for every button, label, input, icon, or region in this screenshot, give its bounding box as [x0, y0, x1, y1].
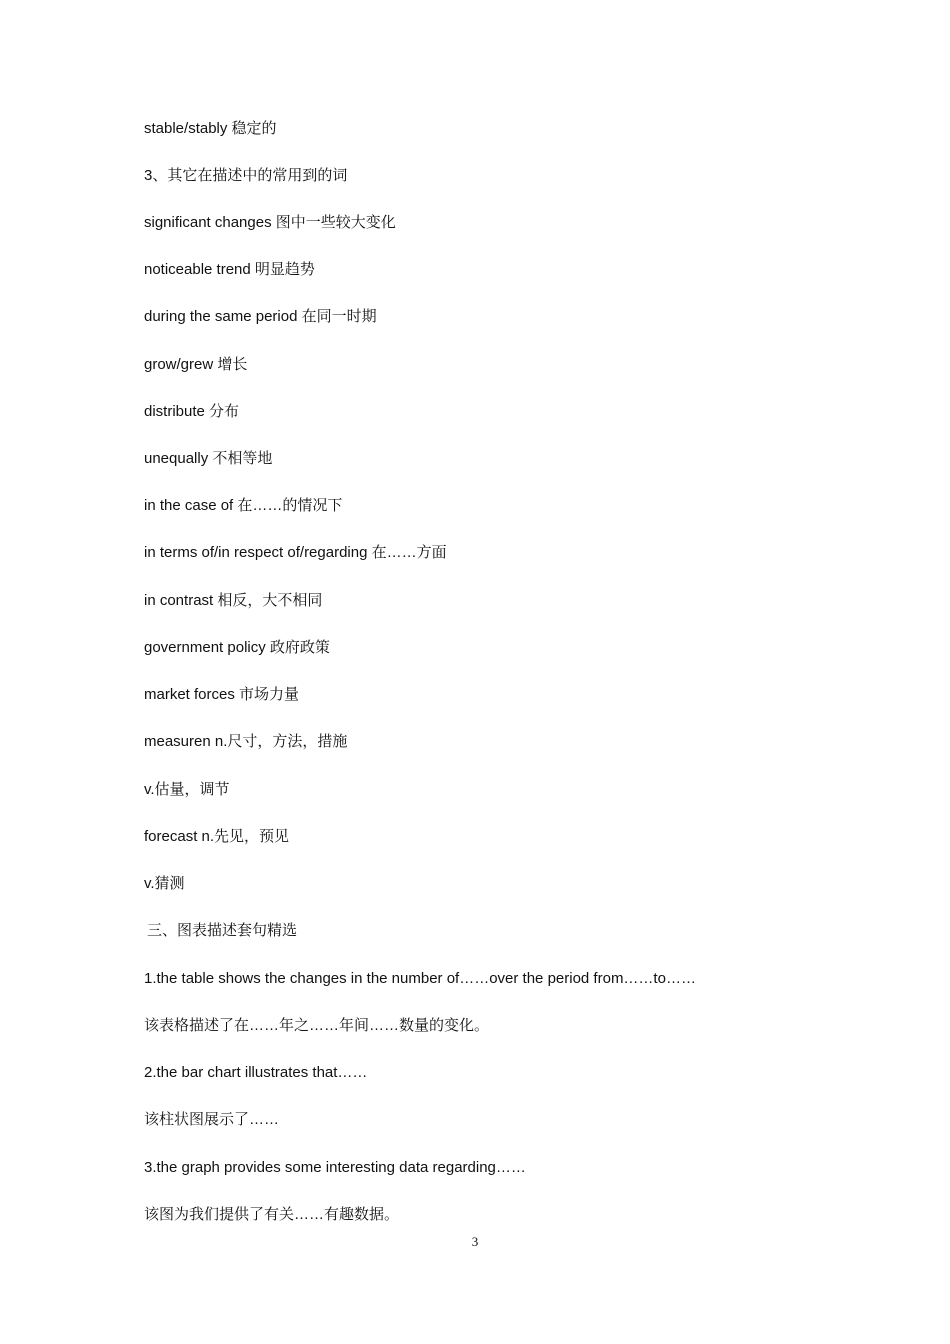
- sentence-1-chinese: 该表格描述了在……年之……年间……数量的变化。: [144, 1017, 490, 1034]
- sentence-2-chinese: 该柱状图展示了……: [144, 1111, 280, 1128]
- vocab-government-policy: government policy 政府政策: [144, 639, 330, 656]
- vocab-measure-verb: v.估量，调节: [144, 781, 230, 798]
- vocab-in-terms-of: in terms of/in respect of/regarding 在……方面: [144, 544, 447, 561]
- page-number: 3: [471, 1234, 479, 1249]
- vocab-grow: grow/grew 增长: [144, 356, 248, 373]
- vocab-significant-changes: significant changes 图中一些较大变化: [144, 214, 396, 231]
- vocab-market-forces: market forces 市场力量: [144, 686, 300, 703]
- vocab-in-contrast: in contrast 相反，大不相同: [144, 592, 323, 609]
- section-heading-chart-sentences: 三、图表描述套句精选: [147, 922, 298, 939]
- vocab-noticeable-trend: noticeable trend 明显趋势: [144, 261, 315, 278]
- vocab-in-the-case-of: in the case of 在……的情况下: [144, 497, 343, 514]
- vocab-distribute: distribute 分布: [144, 403, 240, 420]
- vocab-during-same-period: during the same period 在同一时期: [144, 308, 377, 325]
- sentence-1-english: 1.the table shows the changes in the number of……over the period from……to……: [144, 970, 696, 987]
- sentence-2-english: 2.the bar chart illustrates that……: [144, 1064, 368, 1081]
- vocab-forecast-noun: forecast n.先见，预见: [144, 828, 290, 845]
- subheading-common-words: 3、其它在描述中的常用到的词: [144, 167, 348, 184]
- vocab-unequally: unequally 不相等地: [144, 450, 273, 467]
- vocab-forecast-verb: v.猜测: [144, 875, 185, 892]
- vocab-measure-noun: measuren n.尺寸，方法，措施: [144, 733, 348, 750]
- vocab-stable: stable/stably 稳定的: [144, 120, 277, 137]
- sentence-3-chinese: 该图为我们提供了有关……有趣数据。: [144, 1206, 400, 1223]
- sentence-3-english: 3.the graph provides some interesting data regarding……: [144, 1159, 526, 1176]
